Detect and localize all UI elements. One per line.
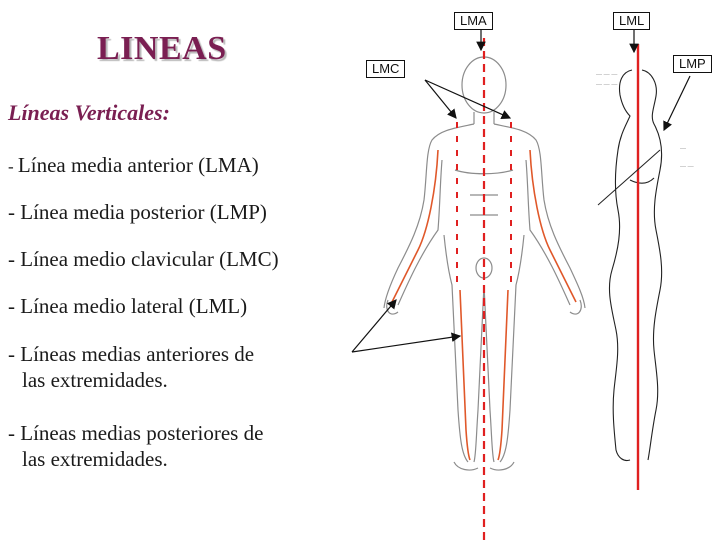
list-item-continuation: las extremidades. [22,447,168,471]
lmc-arrow-right [425,80,510,118]
slide-title: LINEAS [97,30,227,67]
label-lma: LMA [454,12,493,30]
list-item-text: Línea medio lateral (LML) [20,294,248,318]
bullet-dash: - [8,294,21,318]
bullet-dash: - [8,421,21,445]
bullet-dash: - [8,342,21,366]
svg-text:— —: — — [680,164,694,170]
list-item-text: Líneas medias posteriores de [20,421,264,445]
list-item-text: Líneas medias anteriores de [20,342,255,366]
list-item-text: Línea media anterior (LMA) [17,153,259,177]
limb-arrow-upper [352,300,396,352]
label-lmp: LMP [673,55,712,73]
lmc-arrow-left [425,80,456,118]
bullet-dash: - [8,157,18,176]
limb-arrow-lower [352,336,460,352]
side-figure-panel [594,50,694,470]
list-item-continuation: las extremidades. [22,368,168,392]
label-lmc: LMC [366,60,405,78]
label-lml: LML [613,12,650,30]
section-subtitle: Líneas Verticales: [8,100,170,125]
svg-text:—: — [680,146,686,152]
bullet-dash: - [8,200,21,224]
svg-text:— — —: — — — [596,72,618,78]
svg-text:— — —: — — — [596,82,618,88]
list-item-text: Línea media posterior (LMP) [20,200,267,224]
bullet-dash: - [8,247,21,271]
list-item-text: Línea medio clavicular (LMC) [20,247,279,271]
